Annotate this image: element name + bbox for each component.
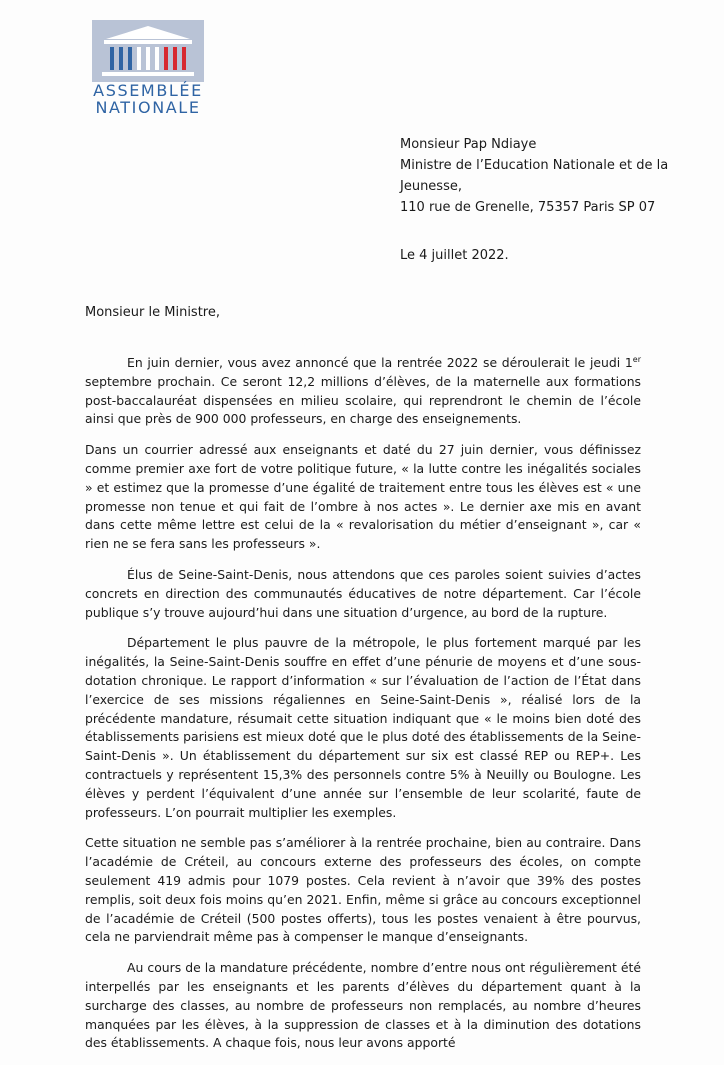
paragraph-2: Dans un courrier adressé aux enseignants et daté du 27 juin dernier, vous définissez comme premier axe fort de votre politique future, « la lutte contre les inégalités sociales » et estimez que la promesse d’une égalité de traitement entre tous les élèves est « une promesse non tenue et qui fait de l’ombre à nos actes ». Le dernier axe mis en avant dans cette même lettre est celui de la « revalorisation du métier d’enseignant », car « rien ne se fera sans les professeurs ». bbox=[85, 442, 641, 552]
paragraph-5: Cette situation ne semble pas s’améliorer à la rentrée prochaine, bien au contraire. Dans l’académie de Créteil, au concours externe des professeurs des écoles, on compte seulement 419 admis pour 1079 postes. Cela revient à n’avoir que 39% des postes remplis, soit deux fois moins qu’en 2021. Enfin, même si grâce au concours exceptionnel de l’académie de Créteil (500 postes offerts), tous les postes venaient à être pourvus, cela ne parviendrait même pas à compenser le manque d’enseignants. bbox=[85, 835, 641, 945]
paragraph-6: Au cours de la mandature précédente, nombre d’entre nous ont régulièrement été interpellés par les enseignants et les parents d’élèves du département quant à la surcharge des classes, au nombre de professeurs non remplacés, au nombre d’heures manquées par les élèves, à la suppression de classes et à la diminution des dotations des établissements. A chaque fois, nous leur avons apporté bbox=[85, 960, 641, 1051]
salutation: Monsieur le Ministre, bbox=[85, 305, 220, 320]
logo-text-line1: ASSEMBLÉE bbox=[93, 81, 203, 100]
paragraph-3: Élus de Seine-Saint-Denis, nous attendons que ces paroles soient suivies d’actes concrets en direction des communautés éducatives de notre département. Car l’école publique s’y trouve aujourd’hui dans une situation d’urgence, au bord de la rupture. bbox=[85, 566, 641, 620]
recipient-title-line1: Ministre de l’Education Nationale et de la bbox=[400, 158, 669, 173]
ordinal-superscript: er bbox=[632, 354, 641, 364]
recipient-name: Monsieur Pap Ndiaye bbox=[400, 137, 537, 152]
recipient-address: 110 rue de Grenelle, 75357 Paris SP 07 bbox=[400, 200, 656, 215]
paragraph-1-end: septembre prochain. Ce seront 12,2 millions d’élèves, de la maternelle aux formations post-baccalauréat dispensées en milieu scolaire, qui reprendront le chemin de l’école ainsi que près de 900 000 professeurs, en charge des enseignements. bbox=[85, 373, 641, 427]
paragraph-1 bbox=[85, 354, 641, 429]
paragraph-4: Département le plus pauvre de la métropole, le plus fortement marqué par les inégalités, la Seine-Saint-Denis souffre en effet d’une pénurie de moyens et d’une sous-dotation chronique. Le rapport d’information « sur l’évaluation de l’action de l’État dans l’exercice de ses missions régaliennes en Seine-Saint-Denis », réalisé lors de la précédente mandature, résumait cette situation indiquant que « le moins bien doté des établissements parisiens est mieux doté que le plus doté des établissements de la Seine-Saint-Denis ». Un établissement du département sur six est classé REP ou REP+. Les contractuels y représentent 15,3% des personnels contre 5% à Neuilly ou Boulogne. Les élèves y perdent l’équivalent d’une année sur l’ensemble de leur scolarité, faute de professeurs. L’on pourrait multiplier les exemples. bbox=[85, 635, 641, 820]
letter-date: Le 4 juillet 2022. bbox=[400, 248, 509, 263]
recipient-block bbox=[400, 134, 690, 218]
letter-body bbox=[85, 354, 641, 1065]
assemblee-nationale-logo bbox=[88, 20, 208, 116]
recipient-title-line2: Jeunesse, bbox=[400, 179, 462, 194]
logo-text-line2: NATIONALE bbox=[95, 98, 201, 117]
paragraph-1-start: En juin dernier, vous avez annoncé que la rentrée 2022 se déroulerait le jeudi 1 bbox=[127, 355, 633, 370]
hemicycle-emblem-icon bbox=[92, 20, 204, 82]
